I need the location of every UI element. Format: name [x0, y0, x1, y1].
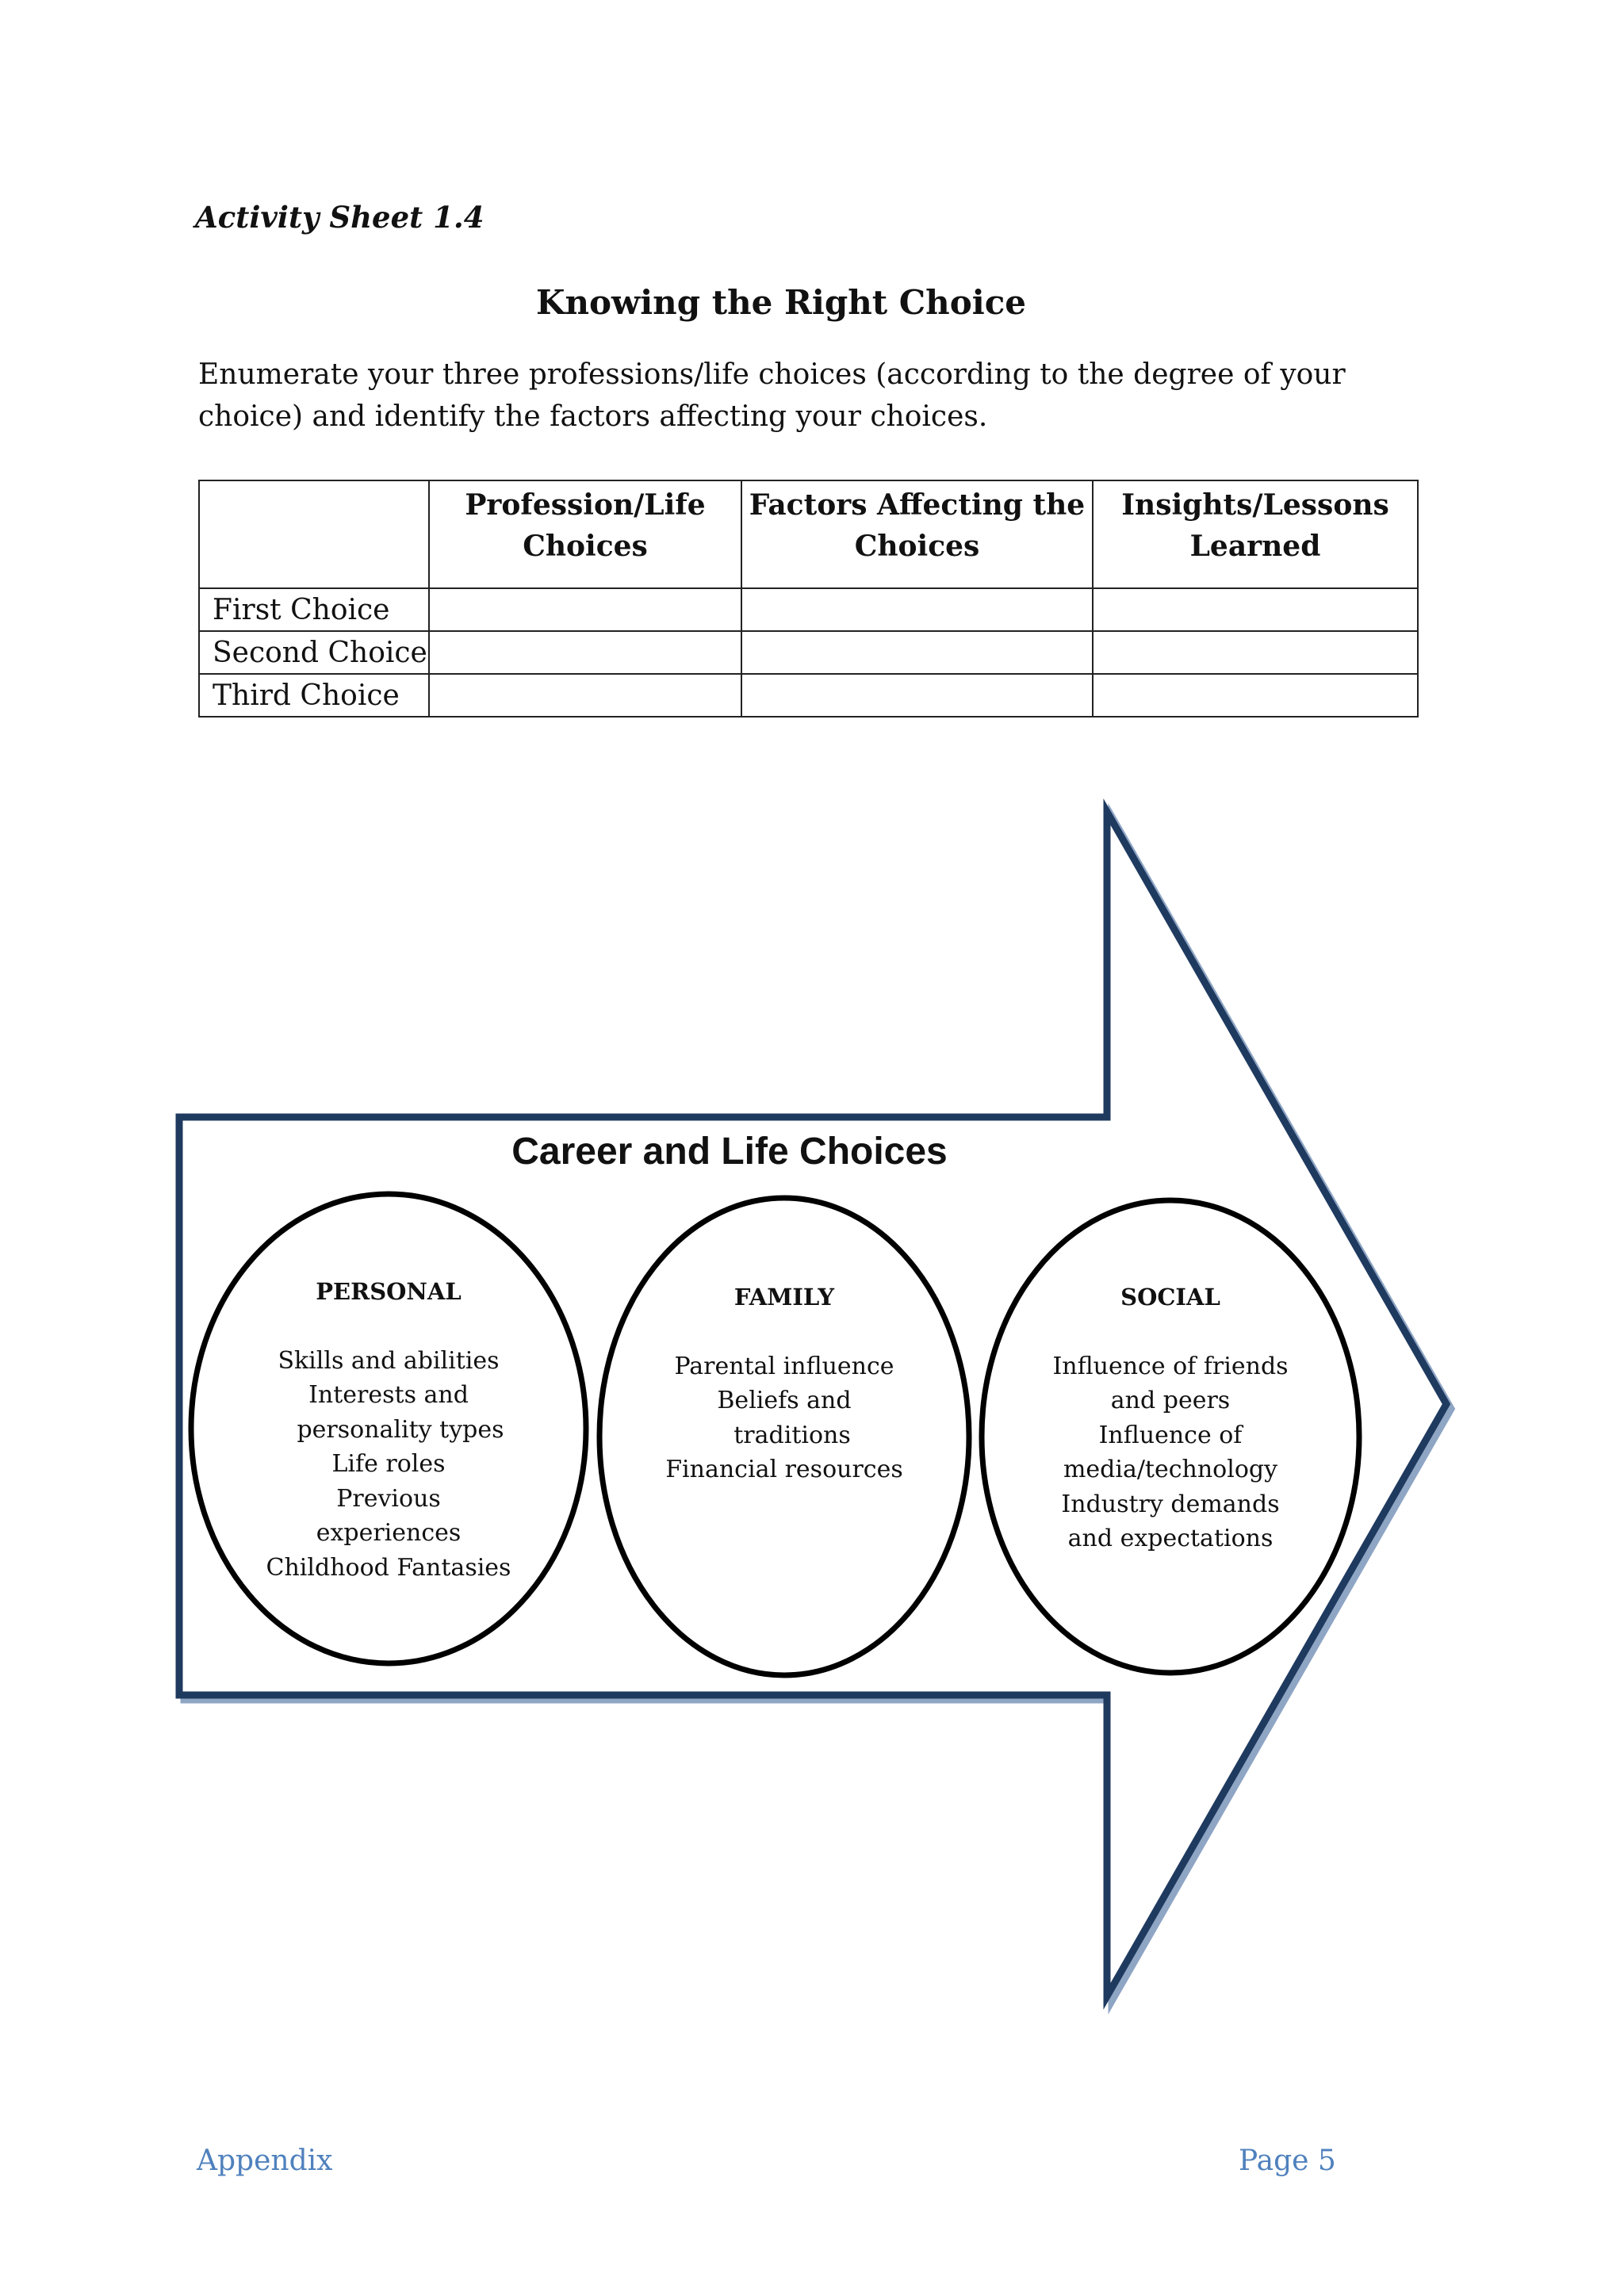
social-item: Industry demands: [1061, 1490, 1280, 1518]
family-item: Beliefs and: [717, 1387, 852, 1414]
row-label-second: Second Choice: [199, 631, 429, 674]
personal-item: Childhood Fantasies: [266, 1553, 511, 1582]
personal-item: Interests and: [308, 1381, 469, 1409]
personal-item: Previous: [336, 1484, 441, 1513]
social-heading: SOCIAL: [1120, 1284, 1220, 1311]
diagram-title: Career and Life Choices: [511, 1131, 948, 1173]
instructions-text: Enumerate your three professions/life choices (according to the degree of your choice) and identify the factors affecting your choices.: [198, 358, 1346, 433]
family-item: traditions: [733, 1421, 851, 1449]
social-item: Influence of friends: [1052, 1352, 1289, 1380]
personal-item: Life roles: [331, 1450, 446, 1478]
social-item: media/technology: [1063, 1456, 1278, 1483]
page-title: Knowing the Right Choice: [536, 283, 1026, 322]
row-label-first: First Choice: [199, 588, 429, 631]
social-item: and peers: [1110, 1387, 1231, 1414]
personal-item: experiences: [316, 1519, 462, 1547]
personal-item: personality types: [297, 1415, 504, 1444]
table-header-insights: Insights/Lessons Learned: [1093, 480, 1418, 588]
social-circle-text: [1028, 1280, 1313, 1556]
social-item: and expectations: [1067, 1525, 1274, 1552]
footer-appendix: Appendix: [197, 2145, 333, 2177]
social-item: Influence of: [1098, 1421, 1243, 1449]
family-heading: FAMILY: [733, 1284, 835, 1311]
personal-item: Skills and abilities: [278, 1346, 500, 1375]
row-label-third: Third Choice: [199, 674, 429, 717]
activity-sheet-label: Activity Sheet 1.4: [195, 200, 485, 235]
table-header-profession: Profession/Life Choices: [429, 480, 741, 588]
family-item: Parental influence: [674, 1352, 894, 1380]
personal-circle-text: [246, 1275, 531, 1585]
table-header-factors: Factors Affecting the Choices: [741, 480, 1093, 588]
personal-heading: PERSONAL: [316, 1278, 462, 1305]
family-item: Financial resources: [665, 1456, 903, 1483]
family-circle-text: [642, 1280, 927, 1487]
footer-page-number: Page 5: [1239, 2145, 1336, 2177]
